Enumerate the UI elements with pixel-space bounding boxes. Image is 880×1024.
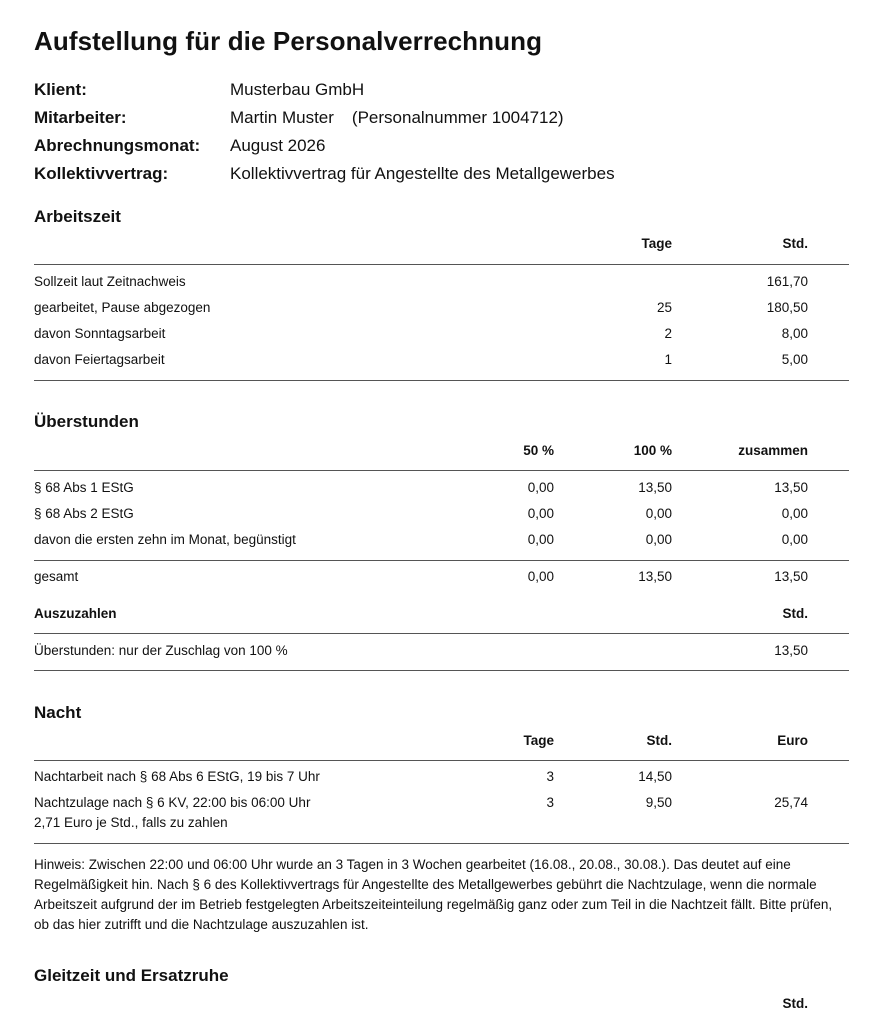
header-info xyxy=(34,76,615,188)
divider xyxy=(34,560,849,561)
divider xyxy=(34,470,849,471)
cell-std: 13,50 xyxy=(774,643,808,658)
payout-table xyxy=(34,643,849,669)
cell-tage: 3 xyxy=(546,795,554,810)
table-row xyxy=(34,300,849,326)
cell-std: 8,00 xyxy=(781,326,808,341)
section-title-ueberstunden: Überstunden xyxy=(34,412,139,431)
column-header-std: Std. xyxy=(782,996,808,1011)
row-label: Nachtarbeit nach § 68 Abs 6 EStG, 19 bis 7 Uhr xyxy=(34,769,320,784)
table-row xyxy=(34,532,849,558)
cell-std: 5,00 xyxy=(781,352,808,367)
cell-euro: 25,74 xyxy=(774,795,808,810)
table-row xyxy=(34,769,849,795)
row-label: gearbeitet, Pause abgezogen xyxy=(34,300,211,315)
table-header-row xyxy=(34,443,849,469)
row-sublabel: 2,71 Euro je Std., falls zu zahlen xyxy=(34,815,228,830)
divider xyxy=(34,633,849,634)
cell-zusammen: 13,50 xyxy=(774,569,808,584)
cell-100: 0,00 xyxy=(645,532,672,547)
cell-50: 0,00 xyxy=(527,506,554,521)
client-value: Musterbau GmbH xyxy=(230,80,365,99)
divider xyxy=(34,670,849,671)
table-row xyxy=(34,643,849,669)
table-row xyxy=(34,274,849,300)
client-row xyxy=(34,76,615,104)
page-title: Aufstellung für die Personalverrechnung xyxy=(34,26,543,56)
month-row xyxy=(34,132,615,160)
cell-50: 0,00 xyxy=(527,532,554,547)
employee-row xyxy=(34,104,615,132)
column-header-std: Std. xyxy=(782,606,808,621)
column-header-tage: Tage xyxy=(523,733,554,748)
nacht-table xyxy=(34,769,849,839)
contract-label: Kollektivvertrag: xyxy=(34,164,169,183)
section-title-gleitzeit: Gleitzeit und Ersatzruhe xyxy=(34,966,229,985)
cell-zusammen: 0,00 xyxy=(781,532,808,547)
row-label: Überstunden: nur der Zuschlag von 100 % xyxy=(34,643,288,658)
cell-100: 13,50 xyxy=(638,480,672,495)
column-header-std: Std. xyxy=(782,236,808,251)
row-label: § 68 Abs 2 EStG xyxy=(34,506,134,521)
table-row xyxy=(34,795,849,839)
row-label: § 68 Abs 1 EStG xyxy=(34,480,134,495)
contract-value: Kollektivvertrag für Angestellte des Metallgewerbes xyxy=(230,164,615,183)
ueberstunden-total xyxy=(34,569,849,595)
employee-number: (Personalnummer 1004712) xyxy=(351,108,564,127)
employee-name: Martin Muster xyxy=(230,108,334,127)
divider xyxy=(34,264,849,265)
cell-std: 161,70 xyxy=(766,274,808,289)
cell-100: 0,00 xyxy=(645,506,672,521)
table-row xyxy=(34,326,849,352)
cell-std: 9,50 xyxy=(645,795,672,810)
table-header-row xyxy=(34,236,849,262)
payout-header xyxy=(34,606,849,632)
row-label: davon die ersten zehn im Monat, begünstigt xyxy=(34,532,296,547)
contract-row xyxy=(34,160,615,188)
payout-header-label: Auszuzahlen xyxy=(34,606,117,621)
cell-std: 14,50 xyxy=(638,769,672,784)
row-label: Sollzeit laut Zeitnachweis xyxy=(34,274,186,289)
cell-100: 13,50 xyxy=(638,569,672,584)
arbeitszeit-table xyxy=(34,274,849,378)
gleitzeit-header xyxy=(34,996,849,1022)
section-title-arbeitszeit: Arbeitszeit xyxy=(34,207,121,226)
table-header-row xyxy=(34,733,849,759)
column-header-zusammen: zusammen xyxy=(738,443,808,458)
month-label: Abrechnungsmonat: xyxy=(34,136,201,155)
row-label: Nachtzulage nach § 6 KV, 22:00 bis 06:00 Uhr xyxy=(34,795,311,810)
row-label: davon Feiertagsarbeit xyxy=(34,352,165,367)
cell-50: 0,00 xyxy=(527,569,554,584)
divider xyxy=(34,380,849,381)
section-title-nacht: Nacht xyxy=(34,703,82,722)
cell-50: 0,00 xyxy=(527,480,554,495)
total-row xyxy=(34,569,849,595)
table-row xyxy=(34,506,849,532)
column-header-100: 100 % xyxy=(633,443,672,458)
row-label: davon Sonntagsarbeit xyxy=(34,326,166,341)
divider xyxy=(34,843,849,844)
divider xyxy=(34,760,849,761)
cell-std: 180,50 xyxy=(766,300,808,315)
column-header-std: Std. xyxy=(646,733,672,748)
cell-tage: 1 xyxy=(664,352,672,367)
ueberstunden-table xyxy=(34,480,849,558)
column-header-50: 50 % xyxy=(523,443,554,458)
cell-tage: 3 xyxy=(546,769,554,784)
client-label: Klient: xyxy=(34,80,87,99)
nacht-header xyxy=(34,733,849,759)
column-header-euro: Euro xyxy=(777,733,808,748)
payout-header-row xyxy=(34,606,849,632)
row-label: gesamt xyxy=(34,569,79,584)
ueberstunden-header xyxy=(34,443,849,469)
cell-zusammen: 13,50 xyxy=(774,480,808,495)
column-header-tage: Tage xyxy=(641,236,672,251)
nacht-note: Hinweis: Zwischen 22:00 und 06:00 Uhr wurde an 3 Tagen in 3 Wochen gearbeitet (16.08., 20.08., 30.08.). Das deutet auf eine Regelmäßigkeit hin. Nach § 6 des Kollektivvertrags für Angestellte des Metallgewerbes gebührt die Nachtzulage, wenn die normale Arbeitszeit aufgrund der im Betrieb festgelegten Arbeitszeiteinteilung regelmäßig ganz oder zum Teil in die Nachtzeit fällt. Bitte prüfen, ob das hier zutrifft und die Nachtzulage auszuzahlen ist. xyxy=(34,857,833,932)
cell-tage: 2 xyxy=(664,326,672,341)
table-header-row xyxy=(34,996,849,1022)
cell-zusammen: 0,00 xyxy=(781,506,808,521)
table-row xyxy=(34,480,849,506)
arbeitszeit-header xyxy=(34,236,849,262)
employee-label: Mitarbeiter: xyxy=(34,108,127,127)
table-row xyxy=(34,352,849,378)
month-value: August 2026 xyxy=(230,136,326,155)
cell-tage: 25 xyxy=(656,300,672,315)
